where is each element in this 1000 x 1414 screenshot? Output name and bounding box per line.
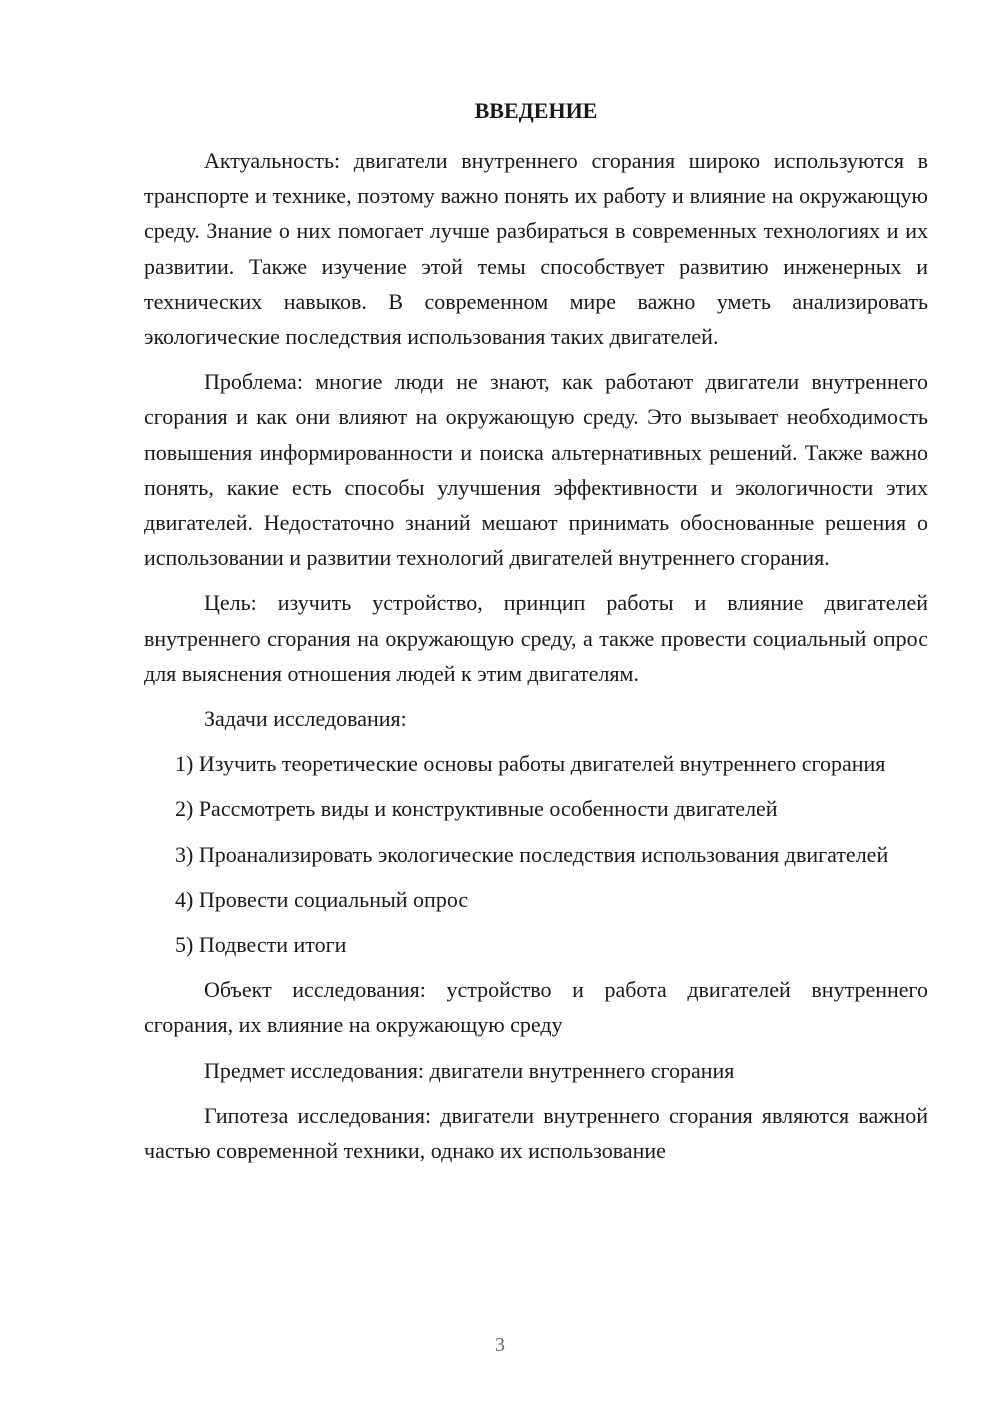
problem-paragraph: Проблема: многие люди не знают, как работают двигатели внутреннего сгорания и как они влияют на окружающую среду. Это вызывает необходимость повышения информированности и поиска альтернативных решений. Также важно понять, какие есть способы улучшения эффективности и экологичности этих двигателей. Недостаточно знаний мешают принимать обоснованные решения о использовании и развитии технологий двигателей внутреннего сгорания. — [144, 369, 928, 571]
task-item-3: 3) Проанализировать экологические последствия использования двигателей — [175, 841, 889, 867]
document-page — [144, 96, 928, 1178]
task-item-2: 2) Рассмотреть виды и конструктивные особенности двигателей — [175, 796, 778, 822]
task-item-5: 5) Подвести итоги — [175, 932, 347, 958]
tasks-title: Задачи исследования: — [204, 706, 407, 732]
task-item-4: 4) Провести социальный опрос — [175, 886, 469, 912]
subject-paragraph: Предмет исследования: двигатели внутреннего сгорания — [204, 1057, 735, 1083]
page-title: ВВЕДЕНИЕ — [474, 98, 598, 123]
goal-paragraph: Цель: изучить устройство, принцип работы и влияние двигателей внутреннего сгорания на окружающую среду, а также провести социальный опрос для выяснения отношения людей к этим двигателям. — [144, 590, 928, 686]
hypothesis-paragraph: Гипотеза исследования: двигатели внутреннего сгорания являются важной частью современной техники, однако их использование — [144, 1102, 928, 1164]
object-paragraph: Объект исследования: устройство и работа двигателей внутреннего сгорания, их влияние на окружающую среду — [144, 977, 928, 1038]
relevance-paragraph: Актуальность: двигатели внутреннего сгорания широко используются в транспорте и технике, поэтому важно понять их работу и влияние на окружающую среду. Знание о них помогает лучше разбираться в современных технологиях и их развитии. Также изучение этой темы способствует развитию инженерных и технических навыков. В современном мире важно уметь анализировать экологические последствия использования таких двигателей. — [144, 148, 928, 350]
page-number: 3 — [495, 1334, 505, 1356]
task-item-1: 1) Изучить теоретические основы работы двигателей внутреннего сгорания — [175, 751, 886, 777]
